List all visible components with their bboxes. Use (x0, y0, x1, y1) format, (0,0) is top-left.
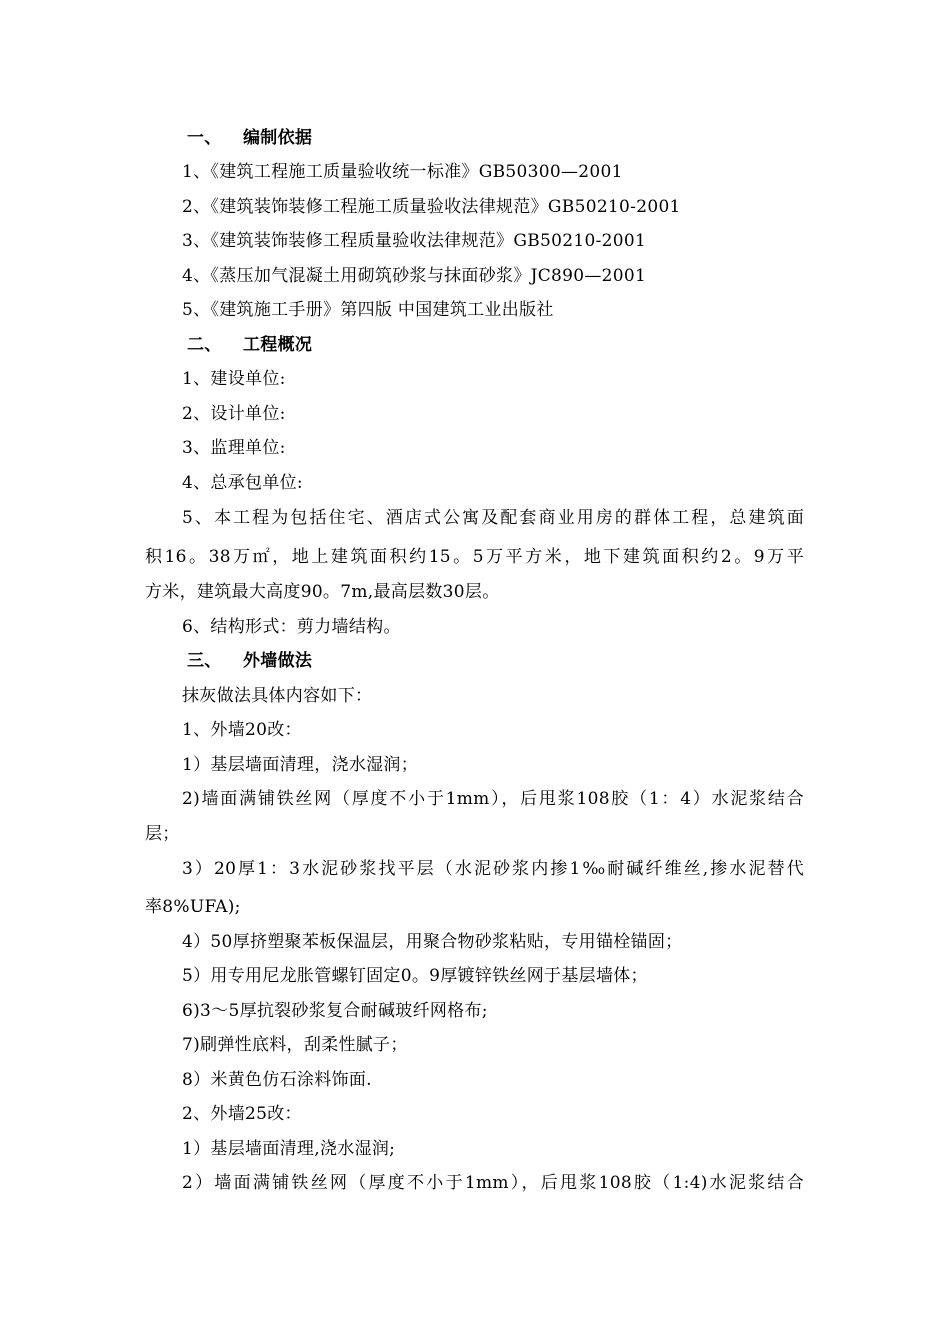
section-heading-1 (187, 127, 312, 149)
method-step-continuation: 层； (145, 824, 180, 844)
section-number: 一、 (187, 128, 222, 148)
reference-item: 4、《蒸压加气混凝土用砌筑砂浆与抹面砂浆》JC890—2001 (182, 266, 647, 286)
method-step: 2）墙面满铺铁丝网（厚度不小于1mm），后甩浆108胶（1:4)水泥浆结合 (182, 1173, 804, 1193)
method-step: 4）50厚挤塑聚苯板保温层，用聚合物砂浆粘贴，专用锚栓锚固； (182, 932, 683, 952)
method-step: 6)3～5厚抗裂砂浆复合耐碱玻纤网格布; (182, 1001, 488, 1021)
reference-item: 3、《建筑装饰装修工程质量验收法律规范》GB50210-2001 (182, 231, 647, 251)
method-step: 1）基层墙面清理，浇水湿润； (182, 755, 419, 775)
section-title: 外墙做法 (243, 651, 313, 671)
overview-paragraph-line: 积16。38万㎡，地上建筑面积约15。5万平方米，地下建筑面积约2。9万平 (145, 547, 804, 567)
section-title: 工程概况 (243, 335, 313, 355)
section-heading-2 (187, 334, 312, 356)
section-number: 三、 (187, 651, 222, 671)
overview-item: 3、监理单位: (182, 438, 286, 458)
method-step: 7)刷弹性底料，刮柔性腻子； (182, 1035, 408, 1055)
method-step: 5）用专用尼龙胀管螺钉固定0。9厚镀锌铁丝网于基层墙体； (182, 966, 648, 986)
reference-item: 5、《建筑施工手册》第四版 中国建筑工业出版社 (182, 300, 554, 320)
method-intro: 抹灰做法具体内容如下： (182, 686, 373, 706)
section-title: 编制依据 (243, 128, 313, 148)
section-number: 二、 (187, 335, 222, 355)
method-item: 2、外墙25改： (182, 1104, 302, 1124)
overview-item: 1、建设单位: (182, 369, 286, 389)
reference-item: 2、《建筑装饰装修工程施工质量验收法律规范》GB50210-2001 (182, 197, 681, 217)
overview-paragraph-line: 方米，建筑最大高度90。7m,最高层数30层。 (145, 582, 500, 602)
method-step: 1）基层墙面清理,浇水湿润; (182, 1139, 396, 1159)
overview-item: 2、设计单位: (182, 404, 286, 424)
method-step: 3）20厚1：3水泥砂浆找平层（水泥砂浆内掺1‰耐碱纤维丝,掺水泥替代 (182, 859, 804, 879)
overview-paragraph-line: 5、本工程为包括住宅、酒店式公寓及配套商业用房的群体工程，总建筑面 (182, 508, 804, 528)
method-step: 2)墙面满铺铁丝网（厚度不小于1mm），后甩浆108胶（1：4）水泥浆结合 (182, 789, 804, 809)
overview-item: 4、总承包单位: (182, 473, 303, 493)
section-heading-3 (187, 650, 312, 672)
overview-item: 6、结构形式：剪力墙结构。 (182, 617, 401, 637)
method-step-continuation: 率8%UFA); (145, 897, 241, 917)
method-step: 8）米黄色仿石涂料饰面. (182, 1070, 372, 1090)
method-item: 1、外墙20改： (182, 720, 302, 740)
reference-item: 1、《建筑工程施工质量验收统一标准》GB50300—2001 (182, 162, 623, 182)
